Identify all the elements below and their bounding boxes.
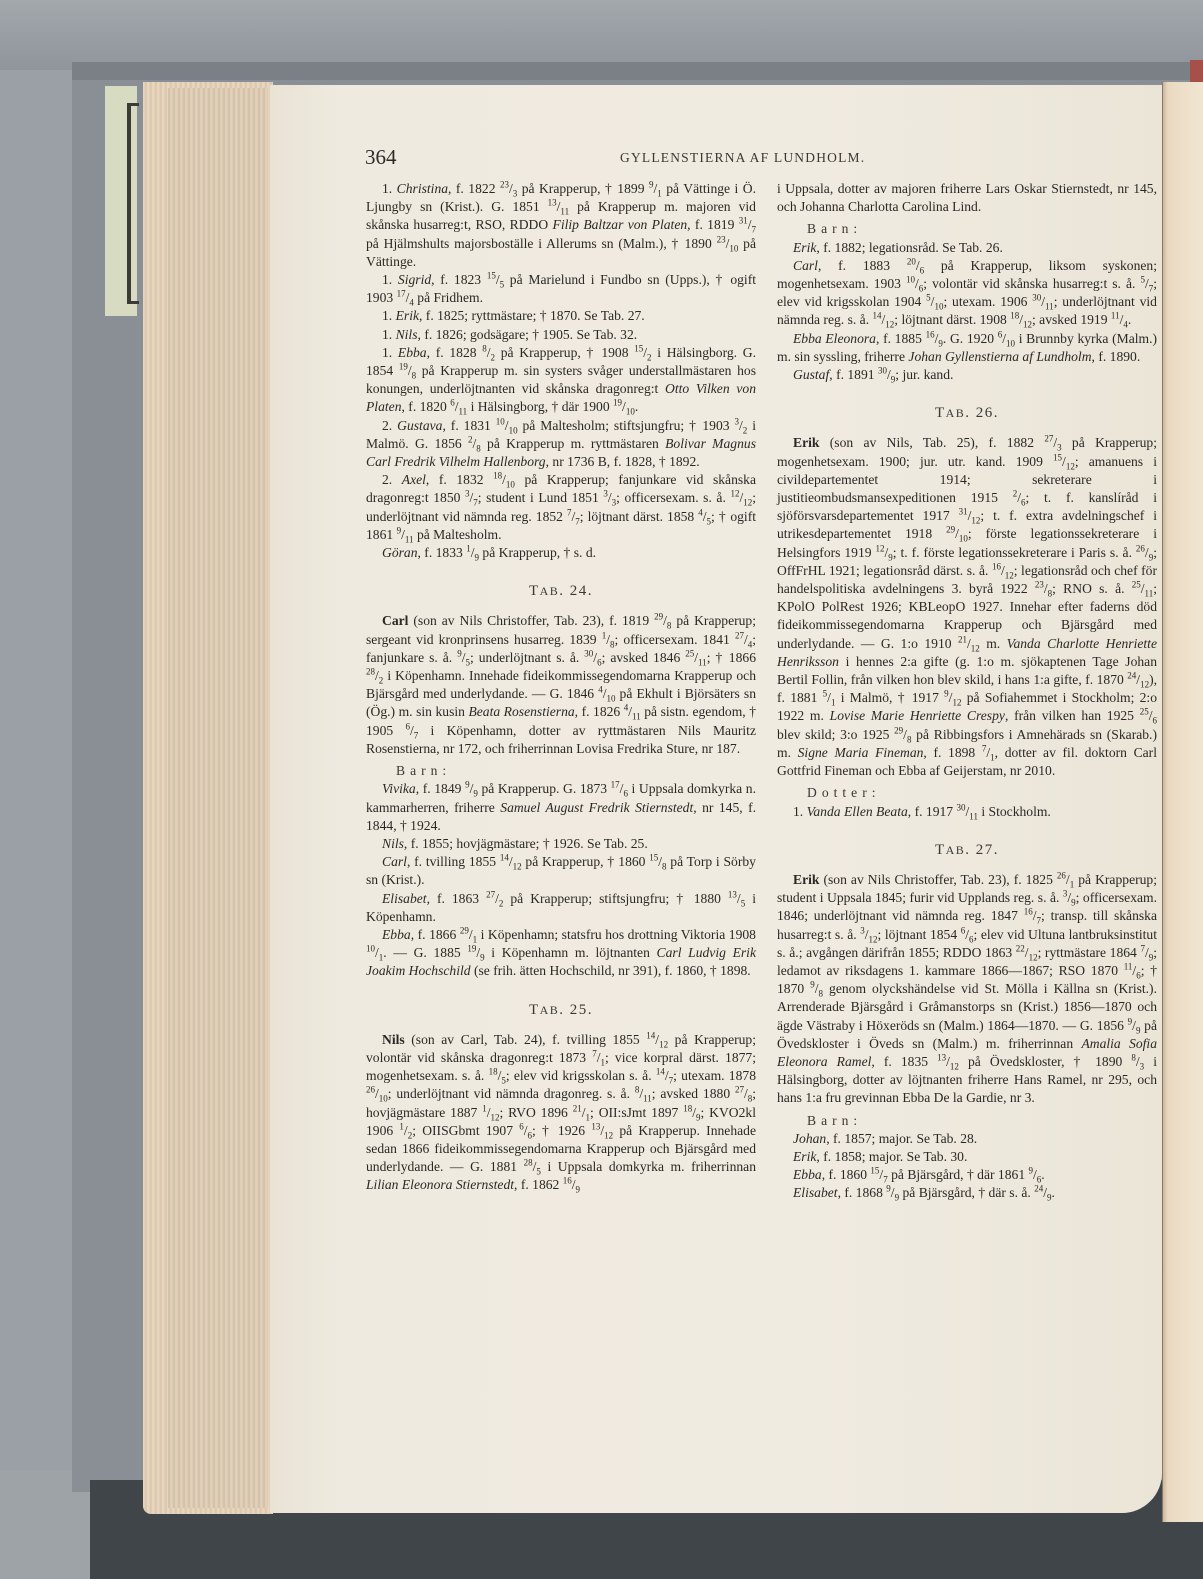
facing-page-edge (1162, 82, 1203, 1522)
genealogy-entry: Carl, f. tvilling 1855 $^{14}/_{12}$ på Krapperup, † 1860 $^{15}/_8$ på Torp i Sörby sn (Krist.). (366, 852, 756, 888)
running-header (365, 145, 1155, 169)
spine-label-bracket (127, 103, 139, 304)
genealogy-entry: Ebba Eleonora, f. 1885 $^{16}/_9$. G. 1920 $^6/_{10}$ i Brunnby kyrka (Malm.) m. sin syssling, friherre Johan Gyllenstierna af Lundholm, f. 1890. (777, 329, 1158, 364)
genealogy-entry: 1. Ebba, f. 1828 $^8/_2$ på Krapperup, † 1908 $^{15}/_2$ i Hälsingborg. G. 1854 $^{19}/_8$ på Krapperup m. sin systers svåger understallmästaren hos konungen, underlöjtnanten vid skånska dragonreg:t Otto Vilken von Platen, f. 1820 $^6/_{11}$ i Hälsingborg, † där 1900 $^{19}/_{10}$. (366, 343, 756, 418)
genealogy-entry: Elisabet, f. 1863 $^{27}/_2$ på Krapperup; stiftsjungfru; † 1880 $^{13}/_5$ i Köpenhamn. (366, 888, 756, 924)
genealogy-entry: Erik (son av Nils Christoffer, Tab. 23), f. 1825 $^{26}/_1$ på Krapperup; student i Uppsala 1845; furir vid Upplands reg. s. å. $^3/_9$; officersexam. 1846; underlöjtnant vid nämnda reg. 1847 $^{16}/_7$; transp. till skånska husarreg:t s. å. $^3/_{12}$; löjtnant 1854 $^6/_6$; elev vid Ultuna lantbruksinstitut s. å.; avgången därifrån 1855; RDDO 1863 $^{22}/_{12}$; ryttmästare 1864 $^7/_9$; ledamot av riksdagens 1. kammare 1866—1867; RSO 1870 $^{11}/_6$; † 1870 $^9/_8$ genom olyckshändelse vid St. Mölla i Källna sn (Krist.). Arrenderade Bjärsgård i Gråmanstorps sn (Krist.) 1856—1870 och ägde Västraby i Höxeröds sn (Malm.) 1864—1870. — G. 1856 $^9/_9$ på Övedskloster i Öveds sn (Malm.) m. friherrinnan Amalia Sofia Eleonora Ramel, f. 1835 $^{13}/_{12}$ på Övedskloster, † 1890 $^8/_3$ i Hälsingborg, dotter av löjtnanten friherre Hans Ramel, nr 295, och hans 1:a fru grevinnan Ebba De la Gardie, nr 3. (777, 870, 1158, 1106)
table-heading: TAB. 25. (528, 1001, 594, 1018)
children-label: Dotter: (807, 785, 881, 801)
genealogy-entry: 2. Axel, f. 1832 $^{18}/_{10}$ på Krapperup; fanjunkare vid skånska dragonreg:t 1850 $^3/_7$; student i Lund 1851 $^3/_3$; officersexam. s. å. $^{12}/_{12}$; underlöjtnant vid nämnda reg. 1852 $^7/_7$; löjtnant därst. 1858 $^4/_5$; † ogift 1861 $^9/_{11}$ på Maltesholm. (366, 470, 757, 545)
table-heading: TAB. 27. (934, 841, 1000, 858)
children-label: Barn: (396, 763, 452, 779)
genealogy-entry: Vivika, f. 1849 $^9/_9$ på Krapperup. G. 1873 $^{17}/_6$ i Uppsala domkyrka n. kammarherren, friherre Samuel August Fredrik Stiernstedt, nr 145, f. 1844, † 1924. (366, 779, 757, 833)
right-text-column (777, 180, 1157, 1203)
page-edges-inner (168, 88, 268, 1508)
genealogy-entry: Ebba, f. 1860 $^{15}/_7$ på Bjärsgård, † där 1861 $^9/_6$. (793, 1165, 1045, 1185)
genealogy-entry: 1. Christina, f. 1822 $^{23}/_3$ på Krapperup, † 1899 $^9/_1$ på Vättinge i Ö. Ljungby sn (Krist.). G. 1851 $^{13}/_{11}$ på Krapperup m. majoren vid skånska husarreg:t, RSO, RDDO Filip Baltzar von Platen, f. 1819 $^{31}/_7$ på Hjälmshults majorsboställe i Allerums sn (Malm.), † 1890 $^{23}/_{10}$ på Vättinge. (366, 179, 757, 269)
left-text-column (366, 180, 756, 1195)
genealogy-entry: Erik (son av Nils, Tab. 25), f. 1882 $^{27}/_3$ på Krapperup; mogenhetsexam. 1900; jur. utr. kand. 1909 $^{15}/_{12}$; amanuens i civildepartementet 1914; sekreterare i justitieombudsmansexpeditionen 1915 $^2/_6$; t. f. kanslíråd i sjöförsvarsdepartementet 1917 $^{31}/_{12}$; t. f. extra avdelningschef i utrikesdepartementet 1918 $^{29}/_{10}$; förste legationssekreterare i Helsingfors 1919 $^{12}/_9$; t. f. förste legationssekreterare i Paris s. å. $^{26}/_9$; OffFrHL 1921; legationsråd därst. s. å. $^{16}/_{12}$; legationsråd och chef för handelspolitiska avdelningens 3. byrå 1922 $^{23}/_8$; RNO s. å. $^{25}/_{11}$; KPolO PolRest 1926; KBLeopO 1927. Innehar efter faderns död fideikommissegendomarna Krapperup och Bjärsgård med underlydande. — G. 1:o 1910 $^{21}/_{12}$ m. Vanda Charlotte Henriette Henriksson i hennes 2:a gifte (g. 1:o m. sjökaptenen Tage Johan Bertil Follin, från vilken hon blev skild, i hans 1:a gifte, f. 1870 $^{24}/_{12}$), f. 1881 $^5/_1$ i Malmö, † 1917 $^9/_{12}$ på Sofiahemmet i Stockholm; 2:o 1922 m. Lovise Marie Henriette Crespy, från vilken han 1925 $^{25}/_6$ blev skild; 3:o 1925 $^{29}/_8$ på Ribbingsfors i Amnehärads sn (Skarab.) m. Signe Maria Fineman, f. 1898 $^7/_1$, dotter av fil. doktorn Carl Gottfrid Fineman och Ebba af Geijerstam, nr 2010. (777, 433, 1158, 779)
children-label: Barn: (807, 1112, 863, 1128)
genealogy-entry: 1. Erik, f. 1825; ryttmästare; † 1870. Se Tab. 27. (382, 308, 645, 324)
genealogy-entry: i Uppsala, dotter av majoren friherre Lars Oskar Stiernstedt, nr 145, och Johanna Charlotta Carolina Lind. (777, 181, 1157, 215)
genealogy-entry: Nils, f. 1855; hovjägmästare; † 1926. Se Tab. 25. (382, 835, 648, 851)
children-label: Barn: (807, 221, 863, 237)
running-head-title: GYLLENSTIERNA AF LUNDHOLM. (620, 150, 866, 165)
genealogy-entry: Erik, f. 1882; legationsråd. Se Tab. 26. (793, 239, 1003, 255)
genealogy-entry: 1. Nils, f. 1826; godsägare; † 1905. Se Tab. 32. (382, 326, 638, 342)
table-heading: TAB. 24. (528, 583, 594, 600)
genealogy-entry: Erik, f. 1858; major. Se Tab. 30. (793, 1148, 968, 1164)
bookmark-ribbon (1190, 60, 1203, 82)
genealogy-entry: 2. Gustava, f. 1831 $^{10}/_{10}$ på Maltesholm; stiftsjungfru; † 1903 $^3/_2$ i Malmö. G. 1856 $^2/_8$ på Krapperup m. ryttmästaren Bolivar Magnus Carl Fredrik Vilhelm Hallenborg, nr 1736 B, f. 1828, † 1892. (366, 416, 756, 470)
genealogy-entry: Carl, f. 1883 $^{20}/_6$ på Krapperup, liksom syskonen; mogenhetsexam. 1903 $^{10}/_6$; volontär vid skånska husarreg:t s. å. $^5/_7$; elev vid krigsskolan 1904 $^5/_{10}$; utexam. 1906 $^{30}/_{11}$; underlöjtnant vid nämnda reg. s. å. $^{14}/_{12}$; löjtnant därst. 1908 $^{18}/_{12}$; avsked 1919 $^{11}/_4$. (777, 256, 1157, 331)
page-number: 364 (365, 145, 397, 169)
genealogy-entry: Ebba, f. 1866 $^{29}/_1$ i Köpenhamn; statsfru hos drottning Viktoria 1908 $^{10}/_1$. — G. 1885 $^{19}/_9$ i Köpenhamn m. löjtnanten Carl Ludvig Erik Joakim Hochschild (se frih. ätten Hochschild, nr 391), f. 1860, † 1898. (366, 925, 756, 979)
table-heading: TAB. 26. (934, 405, 1000, 422)
genealogy-entry: Nils (son av Carl, Tab. 24), f. tvilling 1855 $^{14}/_{12}$ på Krapperup; volontär vid skånska dragonreg:t 1873 $^7/_1$; vice korpral därst. 1877; mogenhetsexam. s. å. $^{18}/_5$; elev vid krigsskolan s. å. $^{14}/_7$; utexam. 1878 $^{26}/_{10}$; underlöjtnant vid nämnda dragonreg. s. å. $^8/_{11}$; avsked 1880 $^{27}/_8$; hovjägmästare 1887 $^1/_{12}$; RVO 1896 $^{21}/_1$; OII:sJmt 1897 $^{18}/_9$; KVO2kl 1906 $^1/_2$; OIISGbmt 1907 $^6/_6$; † 1926 $^{13}/_{12}$ på Krapperup. Innehade sedan 1866 fideikommissegendomarna Krapperup och Bjärsgård med underlydande. — G. 1881 $^{28}/_5$ i Uppsala domkyrka m. friherrinnan Lilian Eleonora Stiernstedt, f. 1862 $^{16}/_9$ (366, 1030, 756, 1196)
genealogy-entry: Carl (son av Nils Christoffer, Tab. 23), f. 1819 $^{29}/_8$ på Krapperup; sergeant vid kronprinsens husarreg. 1839 $^1/_8$; officersexam. 1841 $^{27}/_4$; fanjunkare s. å. $^9/_5$; underlöjtnant s. å. $^{30}/_6$; avsked 1846 $^{25}/_{11}$; † 1866 $^{28}/_2$ i Köpenhamn. Innehade fideikommissegendomarna Krapperup och Bjärsgård med underlydande. — G. 1846 $^4/_{10}$ på Ekhult i Björsäters sn (Ög.) m. sin kusin Beata Rosenstierna, f. 1826 $^4/_{11}$ på sistn. egendom, † 1905 $^6/_7$ i Köpenhamn, dotter av ryttmästaren Nils Mauritz Rosenstierna, nr 172, och friherrinnan Lovisa Fredrika Sture, nr 187. (366, 611, 757, 756)
book-cover-edge (72, 62, 1203, 80)
genealogy-entry: Johan, f. 1857; major. Se Tab. 28. (793, 1130, 978, 1146)
genealogy-entry: Gustaf, f. 1891 $^{30}/_9$; jur. kand. (793, 365, 954, 385)
genealogy-entry: 1. Sigrid, f. 1823 $^{15}/_5$ på Marielund i Fundbo sn (Upps.), † ogift 1903 $^{17}/_4$ på Fridhem. (366, 270, 757, 308)
genealogy-entry: Elisabet, f. 1868 $^9/_9$ på Bjärsgård, † där s. å. $^{24}/_9$. (793, 1183, 1055, 1204)
genealogy-entry: 1. Vanda Ellen Beata, f. 1917 $^{30}/_{11}$ i Stockholm. (793, 801, 1051, 822)
background-top (0, 0, 1203, 70)
genealogy-entry: Göran, f. 1833 $^1/_9$ på Krapperup, † s. d. (382, 543, 597, 563)
